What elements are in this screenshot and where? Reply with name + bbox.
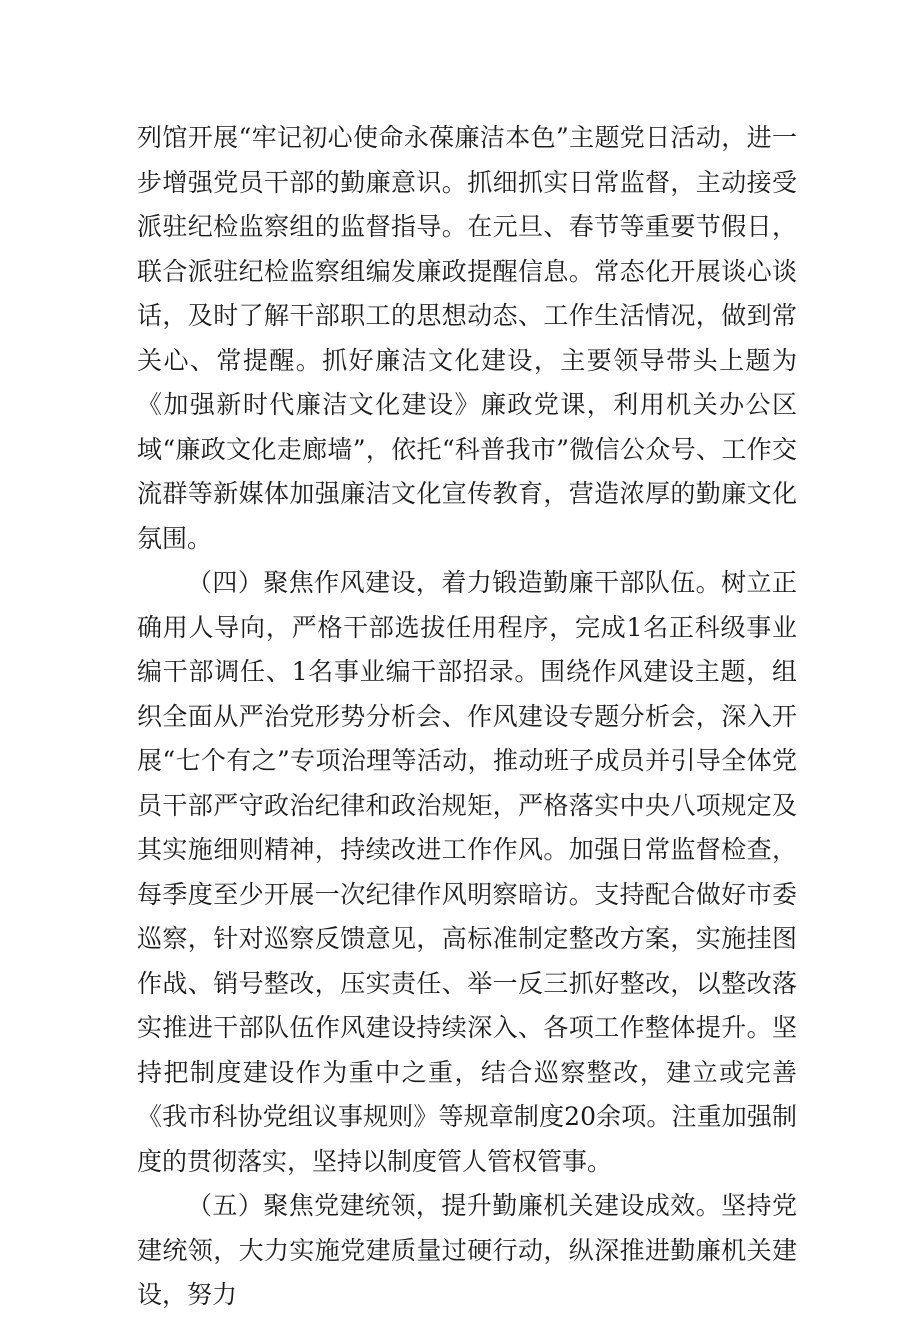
document-body bbox=[137, 116, 797, 1318]
paragraph-continuation: 列馆开展“牢记初心使命永葆廉洁本色”主题党日活动，进一步增强党员干部的勤廉意识。抓细抓实日常监督，主动接受派驻纪检监察组的监督指导。在元旦、春节等重要节假日，联合派驻纪检监察组编发廉政提醒信息。常态化开展谈心谈话，及时了解干部职工的思想动态、工作生活情况，做到常关心、常提醒。抓好廉洁文化建设，主要领导带头上题为《加强新时代廉洁文化建设》廉政党课，利用机关办公区域“廉政文化走廊墙”，依托“科普我市”微信公众号、工作交流群等新媒体加强廉洁文化宣传教育，营造浓厚的勤廉文化氛围。 bbox=[137, 123, 797, 553]
paragraph-section-four: （四）聚焦作风建设，着力锻造勤廉干部队伍。树立正确用人导向，严格干部选拔任用程序，完成1名正科级事业编干部调任、1名事业编干部招录。围绕作风建设主题，组织全面从严治党形势分析会、作风建设专题分析会，深入开展“七个有之”专项治理等活动，推动班子成员并引导全体党员干部严守政治纪律和政治规矩，严格落实中央八项规定及其实施细则精神，持续改进工作作风。加强日常监督检查，每季度至少开展一次纪律作风明察暗访。支持配合做好市委巡察，针对巡察反馈意见，高标准制定整改方案，实施挂图作战、销号整改，压实责任、举一反三抓好整改，以整改落实推进干部队伍作风建设持续深入、各项工作整体提升。坚持把制度建设作为重中之重，结合巡察整改，建立或完善《我市科协党组议事规则》等规章制度20余项。注重加强制度的贯彻落实，坚持以制度管人管权管事。 bbox=[137, 568, 797, 1176]
paragraph-section-five: （五）聚焦党建统领，提升勤廉机关建设成效。坚持党建统领，大力实施党建质量过硬行动，纵深推进勤廉机关建设，努力 bbox=[137, 1191, 797, 1309]
